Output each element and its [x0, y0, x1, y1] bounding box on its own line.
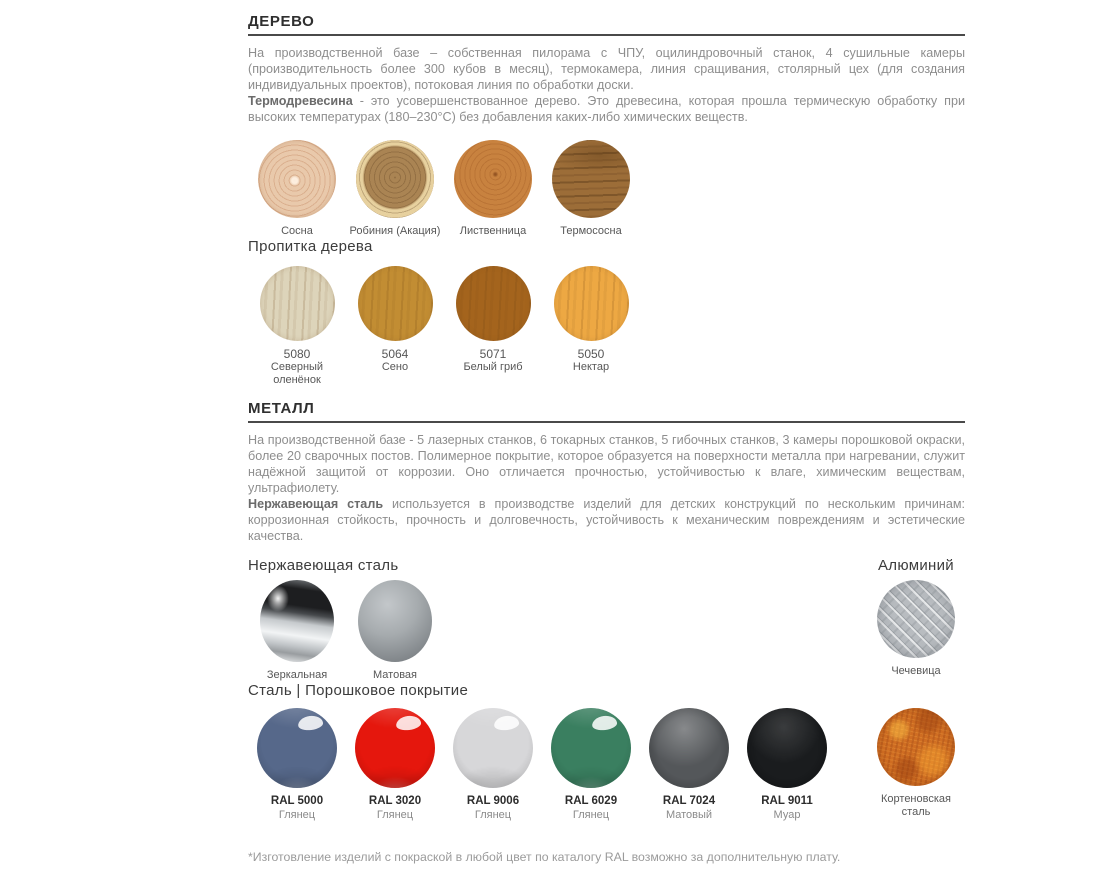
ral-group: [248, 708, 836, 822]
impregnation-5080-image: [260, 266, 335, 341]
swatch-ral-9006-label: RAL 9006 Глянец: [466, 795, 520, 821]
metal-paragraph-1: На производственной базе - 5 лазерных станков, 6 токарных станков, 5 гибочных станков, 3 камеры порошковой окраски, более 20 сварочных постов. Полимерное покрытие, которое образуется на поверхности металла при нагревании, служит надёжной защитой от коррозии. Оно отличается прочностью, устойчивостью к влаге, химическим веществам, ультрафиолету.: [248, 433, 965, 495]
metal-paragraph-2: [248, 496, 965, 544]
page-content: [248, 0, 965, 864]
corten-steel-image: [877, 708, 955, 786]
ral-9006-sphere-image: [453, 708, 533, 788]
aluminum-title: Алюминий: [878, 557, 954, 574]
swatch-thermopine: [542, 140, 640, 238]
swatch-5050: [542, 266, 640, 374]
swatch-thermopine-label: Термососна: [560, 225, 622, 237]
swatch-ral-3020: [346, 708, 444, 822]
wood-paragraph-2-lead: Термодревесина: [248, 94, 353, 108]
swatch-ral-7024-label: RAL 7024 Матовый: [662, 795, 716, 821]
impregnation-5064-image: [358, 266, 433, 341]
swatch-5050-label: 5050 Нектар: [572, 347, 610, 373]
swatch-ral-9011-label: RAL 9011 Муар: [761, 795, 813, 821]
wood-section-title: ДЕРЕВО: [248, 13, 315, 30]
impregnation-5050-image: [554, 266, 629, 341]
impregnation-row: [248, 266, 965, 387]
metal-section-divider: [248, 421, 965, 423]
aluminum-checker-plate-image: [877, 580, 955, 658]
swatch-robinia: [346, 140, 444, 238]
swatch-mirror-steel: [248, 580, 346, 682]
wood-paragraph-2: [248, 93, 965, 125]
swatch-5080: [248, 266, 346, 387]
swatch-larch: [444, 140, 542, 238]
swatch-ral-6029: [542, 708, 640, 822]
stainless-title: Нержавеющая сталь: [248, 557, 399, 574]
swatch-robinia-label: Робиния (Акация): [349, 225, 441, 237]
robinia-wood-image: [356, 140, 434, 218]
impregnation-5071-image: [456, 266, 531, 341]
stainless-aluminum-row: [248, 580, 965, 682]
metal-section-title: МЕТАЛЛ: [248, 400, 315, 417]
ral-3020-sphere-image: [355, 708, 435, 788]
mirror-steel-image: [260, 580, 334, 662]
ral-9011-sphere-image: [747, 708, 827, 788]
swatch-pine: [248, 140, 346, 238]
larch-wood-image: [454, 140, 532, 218]
swatch-5080-label: 5080 Северный оленёнок: [270, 347, 324, 386]
swatch-matte-steel: [346, 580, 444, 682]
swatch-5071: [444, 266, 542, 374]
swatch-corten-steel-label: Кортеновская сталь: [881, 793, 951, 818]
swatch-ral-7024: [640, 708, 738, 822]
swatch-larch-label: Лиственница: [459, 225, 527, 237]
swatch-pine-label: Сосна: [281, 225, 313, 237]
wood-section-divider: [248, 34, 965, 36]
swatch-mirror-steel-label: Зеркальная: [266, 669, 328, 681]
impregnation-title: Пропитка дерева: [248, 238, 373, 255]
powder-coating-row: [248, 708, 965, 822]
thermopine-wood-image: [552, 140, 630, 218]
wood-paragraph-2-text: - это усовершенствованное дерево. Это древесина, которая прошла термическую обработку при высоких температурах (180–230°С) без добавления каких-либо химических веществ.: [248, 94, 965, 124]
swatch-matte-steel-label: Матовая: [373, 669, 417, 681]
pine-wood-image: [258, 140, 336, 218]
metal-subheadings-row: [248, 557, 965, 574]
swatch-ral-9011: [738, 708, 836, 822]
swatch-corten-steel: [867, 708, 965, 819]
metal-paragraph-2-text: используется в производстве изделий для детских конструкций по нескольким причинам: коррозионная стойкость, прочность и долговечность, устойчивость к механическим повреждениям и эстетические качества.: [248, 497, 965, 543]
swatch-ral-6029-label: RAL 6029 Глянец: [564, 795, 618, 821]
powder-coating-title: Сталь | Порошковое покрытие: [248, 682, 469, 699]
ral-6029-sphere-image: [551, 708, 631, 788]
ral-7024-sphere-image: [649, 708, 729, 788]
swatch-aluminum-checker: [867, 580, 965, 678]
swatch-5064-label: 5064 Сено: [381, 347, 409, 373]
swatch-ral-9006: [444, 708, 542, 822]
swatch-ral-3020-label: RAL 3020 Глянец: [368, 795, 422, 821]
swatch-5071-label: 5071 Белый гриб: [463, 347, 523, 373]
swatch-aluminum-label: Чечевица: [891, 665, 941, 677]
swatch-5064: [346, 266, 444, 374]
wood-species-row: [248, 140, 965, 238]
ral-5000-sphere-image: [257, 708, 337, 788]
ral-footnote: *Изготовление изделий с покраской в любой цвет по каталогу RAL возможно за дополнительную плату.: [248, 850, 841, 864]
matte-steel-image: [358, 580, 432, 662]
metal-paragraph-2-lead: Нержавеющая сталь: [248, 497, 384, 511]
wood-paragraph-1: На производственной базе – собственная пилорама с ЧПУ, оцилиндровочный станок, 4 сушильные камеры (производительность более 300 кубов в месяц), термокамера, линия сращивания, столярный цех (для создания индивидуальных проектов), потоковая линия по обработки доски.: [248, 46, 965, 92]
swatch-ral-5000: [248, 708, 346, 822]
swatch-ral-5000-label: RAL 5000 Глянец: [270, 795, 324, 821]
stainless-group: [248, 580, 444, 682]
